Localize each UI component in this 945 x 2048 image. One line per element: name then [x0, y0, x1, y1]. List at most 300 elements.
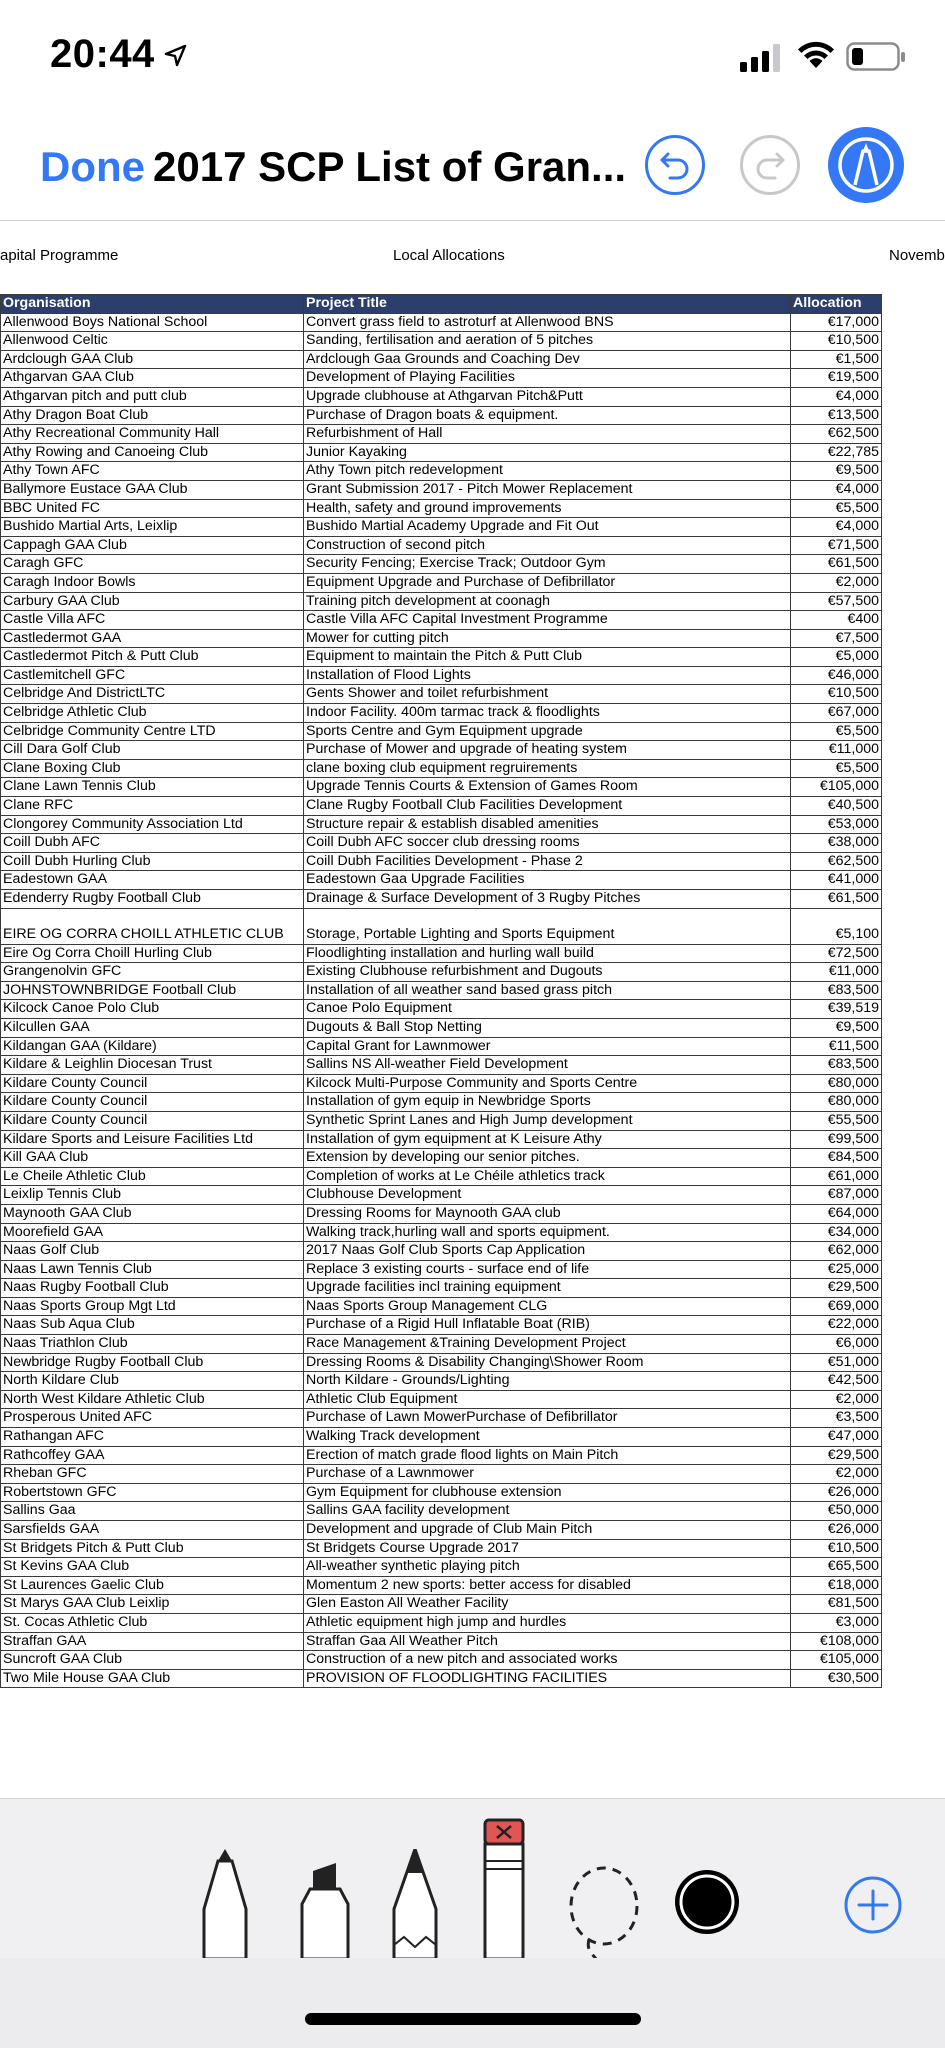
project-title-cell: Floodlighting installation and hurling wall build: [304, 944, 791, 963]
project-title-cell: Capital Grant for Lawnmower: [304, 1037, 791, 1056]
table-row: [1, 685, 882, 704]
project-title-cell: Sallins NS All-weather Field Development: [304, 1056, 791, 1075]
table-row: [1, 369, 882, 388]
allocation-cell: €11,500: [791, 1037, 882, 1056]
allocation-cell: €72,500: [791, 944, 882, 963]
organisation-cell: St. Cocas Athletic Club: [1, 1613, 304, 1632]
organisation-cell: Two Mile House GAA Club: [1, 1669, 304, 1688]
table-row: [1, 350, 882, 369]
organisation-cell: North West Kildare Athletic Club: [1, 1390, 304, 1409]
allocation-cell: €53,000: [791, 815, 882, 834]
project-title-cell: Installation of gym equipment at K Leisure Athy: [304, 1130, 791, 1149]
organisation-cell: Ballymore Eustace GAA Club: [1, 480, 304, 499]
organisation-cell: Suncroft GAA Club: [1, 1651, 304, 1670]
project-title-cell: Dugouts & Ball Stop Netting: [304, 1018, 791, 1037]
allocation-cell: €65,500: [791, 1558, 882, 1577]
project-title-cell: Junior Kayaking: [304, 443, 791, 462]
allocation-cell: €42,500: [791, 1372, 882, 1391]
allocation-cell: €1,500: [791, 350, 882, 369]
organisation-cell: Moorefield GAA: [1, 1223, 304, 1242]
table-row: [1, 313, 882, 332]
table-row: [1, 1074, 882, 1093]
organisation-cell: Caragh GFC: [1, 555, 304, 574]
add-icon[interactable]: [843, 1875, 903, 1935]
table-row: [1, 852, 882, 871]
cellular-signal-icon: [740, 44, 782, 72]
organisation-cell: Athy Dragon Boat Club: [1, 406, 304, 425]
project-title-cell: Upgrade clubhouse at Athgarvan Pitch&Putt: [304, 387, 791, 406]
project-title-cell: Athletic equipment high jump and hurdles: [304, 1613, 791, 1632]
allocation-cell: €17,000: [791, 313, 882, 332]
organisation-cell: Sallins Gaa: [1, 1502, 304, 1521]
allocation-cell: €87,000: [791, 1186, 882, 1205]
organisation-cell: North Kildare Club: [1, 1372, 304, 1391]
organisation-cell: Eadestown GAA: [1, 871, 304, 890]
bottom-safe-area: [0, 1958, 945, 2048]
allocation-cell: €7,500: [791, 629, 882, 648]
organisation-cell: Robertstown GFC: [1, 1483, 304, 1502]
pencil-tool-icon[interactable]: [390, 1849, 440, 1959]
table-row: [1, 1409, 882, 1428]
allocation-cell: €62,000: [791, 1242, 882, 1261]
column-header-project-title: Project Title: [304, 295, 791, 314]
table-row: [1, 666, 882, 685]
project-title-cell: PROVISION OF FLOODLIGHTING FACILITIES: [304, 1669, 791, 1688]
project-title-cell: Sallins GAA facility development: [304, 1502, 791, 1521]
allocation-cell: €13,500: [791, 406, 882, 425]
project-title-cell: Purchase of a Lawnmower: [304, 1465, 791, 1484]
organisation-cell: Athy Rowing and Canoeing Club: [1, 443, 304, 462]
table-row: [1, 722, 882, 741]
column-header-allocation: Allocation: [791, 295, 882, 314]
markup-button[interactable]: [828, 127, 904, 203]
project-title-cell: Construction of a new pitch and associated works: [304, 1651, 791, 1670]
allocation-cell: €105,000: [791, 1651, 882, 1670]
project-title-cell: Purchase of Dragon boats & equipment.: [304, 406, 791, 425]
project-title-cell: Development of Playing Facilities: [304, 369, 791, 388]
table-row: [1, 1335, 882, 1354]
organisation-cell: Maynooth GAA Club: [1, 1204, 304, 1223]
allocation-cell: €57,500: [791, 592, 882, 611]
project-title-cell: Clane Rugby Football Club Facilities Development: [304, 797, 791, 816]
allocation-cell: €61,000: [791, 1167, 882, 1186]
table-row: [1, 1521, 882, 1540]
organisation-cell: Kildangan GAA (Kildare): [1, 1037, 304, 1056]
project-title-cell: Ardclough Gaa Grounds and Coaching Dev: [304, 350, 791, 369]
table-row: [1, 1483, 882, 1502]
column-header-organisation: Organisation: [1, 295, 304, 314]
project-title-cell: Eadestown Gaa Upgrade Facilities: [304, 871, 791, 890]
organisation-cell: Celbridge And DistrictLTC: [1, 685, 304, 704]
table-row: [1, 536, 882, 555]
home-indicator[interactable]: [305, 2013, 641, 2025]
project-title-cell: Security Fencing; Exercise Track; Outdoor Gym: [304, 555, 791, 574]
project-title-cell: Extension by developing our senior pitches.: [304, 1149, 791, 1168]
organisation-cell: St Laurences Gaelic Club: [1, 1576, 304, 1595]
organisation-cell: Athgarvan pitch and putt club: [1, 387, 304, 406]
organisation-cell: Castledermot Pitch & Putt Club: [1, 648, 304, 667]
project-title-cell: Castle Villa AFC Capital Investment Programme: [304, 611, 791, 630]
organisation-cell: Rheban GFC: [1, 1465, 304, 1484]
table-body: [1, 313, 882, 1688]
organisation-cell: Naas Triathlon Club: [1, 1335, 304, 1354]
table-row: [1, 981, 882, 1000]
allocation-cell: €26,000: [791, 1521, 882, 1540]
markup-pen-icon: [828, 127, 904, 203]
document-page[interactable]: [0, 221, 945, 1798]
allocation-cell: €11,000: [791, 963, 882, 982]
project-title-cell: Construction of second pitch: [304, 536, 791, 555]
organisation-cell: JOHNSTOWNBRIDGE Football Club: [1, 981, 304, 1000]
allocation-cell: €10,500: [791, 1539, 882, 1558]
table-row: [1, 778, 882, 797]
table-row: [1, 1595, 882, 1614]
table-row: [1, 908, 882, 944]
allocation-cell: €46,000: [791, 666, 882, 685]
table-row: [1, 1056, 882, 1075]
organisation-cell: St Marys GAA Club Leixlip: [1, 1595, 304, 1614]
allocation-cell: €61,500: [791, 555, 882, 574]
allocation-cell: €64,000: [791, 1204, 882, 1223]
organisation-cell: Kildare Sports and Leisure Facilities Ltd: [1, 1130, 304, 1149]
organisation-cell: Eire Og Corra Choill Hurling Club: [1, 944, 304, 963]
table-row: [1, 332, 882, 351]
project-title-cell: Purchase of a Rigid Hull Inflatable Boat (RIB): [304, 1316, 791, 1335]
allocation-cell: €81,500: [791, 1595, 882, 1614]
organisation-cell: Leixlip Tennis Club: [1, 1186, 304, 1205]
table-row: [1, 1651, 882, 1670]
organisation-cell: Sarsfields GAA: [1, 1521, 304, 1540]
table-row: [1, 890, 882, 909]
project-title-cell: Equipment Upgrade and Purchase of Defibrillator: [304, 573, 791, 592]
table-row: [1, 387, 882, 406]
allocation-cell: €2,000: [791, 1465, 882, 1484]
table-row: [1, 1465, 882, 1484]
organisation-cell: Clane Boxing Club: [1, 759, 304, 778]
markup-toolbar: [0, 1798, 945, 1959]
table-row: [1, 406, 882, 425]
table-row: [1, 462, 882, 481]
project-title-cell: Gym Equipment for clubhouse extension: [304, 1483, 791, 1502]
allocation-cell: €3,500: [791, 1409, 882, 1428]
allocation-cell: €51,000: [791, 1353, 882, 1372]
table-row: [1, 704, 882, 723]
allocation-cell: €25,000: [791, 1260, 882, 1279]
allocation-cell: €10,500: [791, 685, 882, 704]
status-bar: [0, 0, 945, 110]
organisation-cell: Naas Rugby Football Club: [1, 1279, 304, 1298]
project-title-cell: Kilcock Multi-Purpose Community and Sports Centre: [304, 1074, 791, 1093]
organisation-cell: Celbridge Community Centre LTD: [1, 722, 304, 741]
organisation-cell: Rathangan AFC: [1, 1428, 304, 1447]
undo-icon: [648, 138, 702, 192]
organisation-cell: Kill GAA Club: [1, 1149, 304, 1168]
allocation-cell: €22,785: [791, 443, 882, 462]
organisation-cell: Coill Dubh Hurling Club: [1, 852, 304, 871]
allocation-cell: €84,500: [791, 1149, 882, 1168]
allocation-cell: €2,000: [791, 573, 882, 592]
project-title-cell: Race Management &Training Development Project: [304, 1335, 791, 1354]
table-row: [1, 1186, 882, 1205]
project-title-cell: Erection of match grade flood lights on Main Pitch: [304, 1446, 791, 1465]
project-title-cell: Grant Submission 2017 - Pitch Mower Replacement: [304, 480, 791, 499]
organisation-cell: Cappagh GAA Club: [1, 536, 304, 555]
project-title-cell: Synthetic Sprint Lanes and High Jump development: [304, 1111, 791, 1130]
organisation-cell: Caragh Indoor Bowls: [1, 573, 304, 592]
table-row: [1, 1223, 882, 1242]
table-row: [1, 944, 882, 963]
project-title-cell: Gents Shower and toilet refurbishment: [304, 685, 791, 704]
table-row: [1, 1613, 882, 1632]
allocation-cell: €19,500: [791, 369, 882, 388]
organisation-cell: Kildare County Council: [1, 1111, 304, 1130]
allocation-cell: €30,500: [791, 1669, 882, 1688]
table-row: [1, 518, 882, 537]
organisation-cell: Naas Golf Club: [1, 1242, 304, 1261]
organisation-cell: St Bridgets Pitch & Putt Club: [1, 1539, 304, 1558]
project-title-cell: Existing Clubhouse refurbishment and Dugouts: [304, 963, 791, 982]
allocation-cell: €3,000: [791, 1613, 882, 1632]
project-title-cell: Installation of gym equip in Newbridge Sports: [304, 1093, 791, 1112]
organisation-cell: Kildare County Council: [1, 1074, 304, 1093]
organisation-cell: Castle Villa AFC: [1, 611, 304, 630]
organisation-cell: Clane Lawn Tennis Club: [1, 778, 304, 797]
project-title-cell: Purchase of Mower and upgrade of heating system: [304, 741, 791, 760]
project-title-cell: Storage, Portable Lighting and Sports Equipment: [304, 908, 791, 944]
allocation-cell: €10,500: [791, 332, 882, 351]
organisation-cell: Edenderry Rugby Football Club: [1, 890, 304, 909]
project-title-cell: Sanding, fertilisation and aeration of 5 pitches: [304, 332, 791, 351]
organisation-cell: EIRE OG CORRA CHOILL ATHLETIC CLUB: [1, 908, 304, 944]
project-title-cell: Health, safety and ground improvements: [304, 499, 791, 518]
table-row: [1, 1149, 882, 1168]
table-row: [1, 1558, 882, 1577]
project-title-cell: Replace 3 existing courts - surface end of life: [304, 1260, 791, 1279]
project-title-cell: Equipment to maintain the Pitch & Putt Club: [304, 648, 791, 667]
project-title-cell: Athy Town pitch redevelopment: [304, 462, 791, 481]
table-row: [1, 1242, 882, 1261]
project-title-cell: Indoor Facility. 400m tarmac track & floodlights: [304, 704, 791, 723]
organisation-cell: Bushido Martial Arts, Leixlip: [1, 518, 304, 537]
allocation-cell: €26,000: [791, 1483, 882, 1502]
organisation-cell: Le Cheile Athletic Club: [1, 1167, 304, 1186]
organisation-cell: Rathcoffey GAA: [1, 1446, 304, 1465]
project-title-cell: North Kildare - Grounds/Lighting: [304, 1372, 791, 1391]
allocation-cell: €5,000: [791, 648, 882, 667]
organisation-cell: Castledermot GAA: [1, 629, 304, 648]
table-row: [1, 592, 882, 611]
allocation-cell: €34,000: [791, 1223, 882, 1242]
organisation-cell: Kildare & Leighlin Diocesan Trust: [1, 1056, 304, 1075]
allocation-cell: €400: [791, 611, 882, 630]
allocation-cell: €9,500: [791, 462, 882, 481]
project-title-cell: St Bridgets Course Upgrade 2017: [304, 1539, 791, 1558]
location-arrow-icon: [163, 44, 187, 68]
table-row: [1, 1279, 882, 1298]
organisation-cell: Kildare County Council: [1, 1093, 304, 1112]
redo-icon: [743, 138, 797, 192]
allocation-cell: €80,000: [791, 1093, 882, 1112]
organisation-cell: BBC United FC: [1, 499, 304, 518]
table-row: [1, 1539, 882, 1558]
project-title-cell: Training pitch development at coonagh: [304, 592, 791, 611]
table-row: [1, 648, 882, 667]
table-row: [1, 1390, 882, 1409]
project-title-cell: Dressing Rooms for Maynooth GAA club: [304, 1204, 791, 1223]
table-row: [1, 480, 882, 499]
redo-button[interactable]: [740, 135, 800, 195]
project-title-cell: Naas Sports Group Management CLG: [304, 1297, 791, 1316]
allocation-cell: €4,000: [791, 387, 882, 406]
allocation-cell: €69,000: [791, 1297, 882, 1316]
organisation-cell: Newbridge Rugby Football Club: [1, 1353, 304, 1372]
allocation-cell: €18,000: [791, 1576, 882, 1595]
battery-icon: [846, 42, 906, 72]
table-row: [1, 1669, 882, 1688]
table-row: [1, 573, 882, 592]
project-title-cell: Completion of works at Le Chéile athletics track: [304, 1167, 791, 1186]
organisation-cell: Naas Sub Aqua Club: [1, 1316, 304, 1335]
project-title-cell: Momentum 2 new sports: better access for disabled: [304, 1576, 791, 1595]
organisation-cell: Straffan GAA: [1, 1632, 304, 1651]
allocation-cell: €108,000: [791, 1632, 882, 1651]
allocation-cell: €99,500: [791, 1130, 882, 1149]
project-title-cell: Installation of all weather sand based grass pitch: [304, 981, 791, 1000]
allocation-cell: €47,000: [791, 1428, 882, 1447]
table-row: [1, 1372, 882, 1391]
table-row: [1, 1446, 882, 1465]
allocations-table: [0, 294, 882, 1688]
table-row: [1, 611, 882, 630]
organisation-cell: Athgarvan GAA Club: [1, 369, 304, 388]
organisation-cell: Carbury GAA Club: [1, 592, 304, 611]
document-title: 2017 SCP List of Gran...: [153, 143, 627, 190]
allocation-cell: €55,500: [791, 1111, 882, 1130]
allocation-cell: €50,000: [791, 1502, 882, 1521]
allocation-cell: €62,500: [791, 852, 882, 871]
organisation-cell: Kilcullen GAA: [1, 1018, 304, 1037]
navigation-bar: [0, 115, 945, 221]
highlighter-tool-icon[interactable]: [298, 1859, 352, 1959]
organisation-cell: Ardclough GAA Club: [1, 350, 304, 369]
color-picker-icon[interactable]: [672, 1867, 742, 1937]
project-title-cell: Convert grass field to astroturf at Allenwood BNS: [304, 313, 791, 332]
pen-tool-icon[interactable]: [200, 1849, 250, 1959]
project-title-cell: Glen Easton All Weather Facility: [304, 1595, 791, 1614]
allocation-cell: €4,000: [791, 480, 882, 499]
eraser-tool-icon[interactable]: [482, 1817, 526, 1959]
table-row: [1, 1576, 882, 1595]
table-row: [1, 871, 882, 890]
project-title-cell: Structure repair & establish disabled amenities: [304, 815, 791, 834]
table-row: [1, 629, 882, 648]
project-title-cell: clane boxing club equipment regruirements: [304, 759, 791, 778]
table-row: [1, 1204, 882, 1223]
done-button[interactable]: Done: [40, 143, 145, 190]
allocation-cell: €5,500: [791, 499, 882, 518]
organisation-cell: Coill Dubh AFC: [1, 834, 304, 853]
project-title-cell: Development and upgrade of Club Main Pitch: [304, 1521, 791, 1540]
table-row: [1, 1018, 882, 1037]
table-row: [1, 1000, 882, 1019]
table-row: [1, 741, 882, 760]
allocation-cell: €67,000: [791, 704, 882, 723]
table-row: [1, 1428, 882, 1447]
organisation-cell: Cill Dara Golf Club: [1, 741, 304, 760]
allocation-cell: €22,000: [791, 1316, 882, 1335]
table-row: [1, 1353, 882, 1372]
organisation-cell: Allenwood Boys National School: [1, 313, 304, 332]
project-title-cell: Upgrade facilities incl training equipment: [304, 1279, 791, 1298]
project-title-cell: Canoe Polo Equipment: [304, 1000, 791, 1019]
header-left-text: apital Programme: [0, 247, 119, 264]
table-row: [1, 1260, 882, 1279]
allocation-cell: €29,500: [791, 1279, 882, 1298]
organisation-cell: Naas Lawn Tennis Club: [1, 1260, 304, 1279]
allocation-cell: €29,500: [791, 1446, 882, 1465]
allocation-cell: €83,500: [791, 1056, 882, 1075]
table-row: [1, 797, 882, 816]
project-title-cell: Drainage & Surface Development of 3 Rugby Pitches: [304, 890, 791, 909]
allocation-cell: €5,100: [791, 908, 882, 944]
allocation-cell: €9,500: [791, 1018, 882, 1037]
undo-button[interactable]: [645, 135, 705, 195]
organisation-cell: Athy Recreational Community Hall: [1, 425, 304, 444]
allocation-cell: €2,000: [791, 1390, 882, 1409]
organisation-cell: Kilcock Canoe Polo Club: [1, 1000, 304, 1019]
allocation-cell: €4,000: [791, 518, 882, 537]
table-row: [1, 1167, 882, 1186]
organisation-cell: Grangenolvin GFC: [1, 963, 304, 982]
header-center-text: Local Allocations: [393, 247, 505, 264]
wifi-icon: [797, 40, 835, 70]
table-row: [1, 1316, 882, 1335]
organisation-cell: Clongorey Community Association Ltd: [1, 815, 304, 834]
table-row: [1, 1297, 882, 1316]
allocation-cell: €11,000: [791, 741, 882, 760]
table-row: [1, 1130, 882, 1149]
table-row: [1, 963, 882, 982]
allocation-cell: €39,519: [791, 1000, 882, 1019]
header-right-text: Novemb: [889, 247, 945, 264]
organisation-cell: Celbridge Athletic Club: [1, 704, 304, 723]
project-title-cell: Straffan Gaa All Weather Pitch: [304, 1632, 791, 1651]
table-row: [1, 1037, 882, 1056]
project-title-cell: Athletic Club Equipment: [304, 1390, 791, 1409]
allocation-cell: €5,500: [791, 722, 882, 741]
project-title-cell: Coill Dubh AFC soccer club dressing rooms: [304, 834, 791, 853]
allocation-cell: €40,500: [791, 797, 882, 816]
table-row: [1, 759, 882, 778]
project-title-cell: Refurbishment of Hall: [304, 425, 791, 444]
table-row: [1, 555, 882, 574]
organisation-cell: Castlemitchell GFC: [1, 666, 304, 685]
table-row: [1, 1502, 882, 1521]
project-title-cell: Installation of Flood Lights: [304, 666, 791, 685]
allocation-cell: €41,000: [791, 871, 882, 890]
status-time: 20:44: [50, 32, 155, 76]
project-title-cell: All-weather synthetic playing pitch: [304, 1558, 791, 1577]
table-row: [1, 1093, 882, 1112]
organisation-cell: Athy Town AFC: [1, 462, 304, 481]
organisation-cell: Prosperous United AFC: [1, 1409, 304, 1428]
project-title-cell: Bushido Martial Academy Upgrade and Fit Out: [304, 518, 791, 537]
allocation-cell: €38,000: [791, 834, 882, 853]
allocation-cell: €61,500: [791, 890, 882, 909]
project-title-cell: Sports Centre and Gym Equipment upgrade: [304, 722, 791, 741]
project-title-cell: 2017 Naas Golf Club Sports Cap Application: [304, 1242, 791, 1261]
organisation-cell: St Kevins GAA Club: [1, 1558, 304, 1577]
